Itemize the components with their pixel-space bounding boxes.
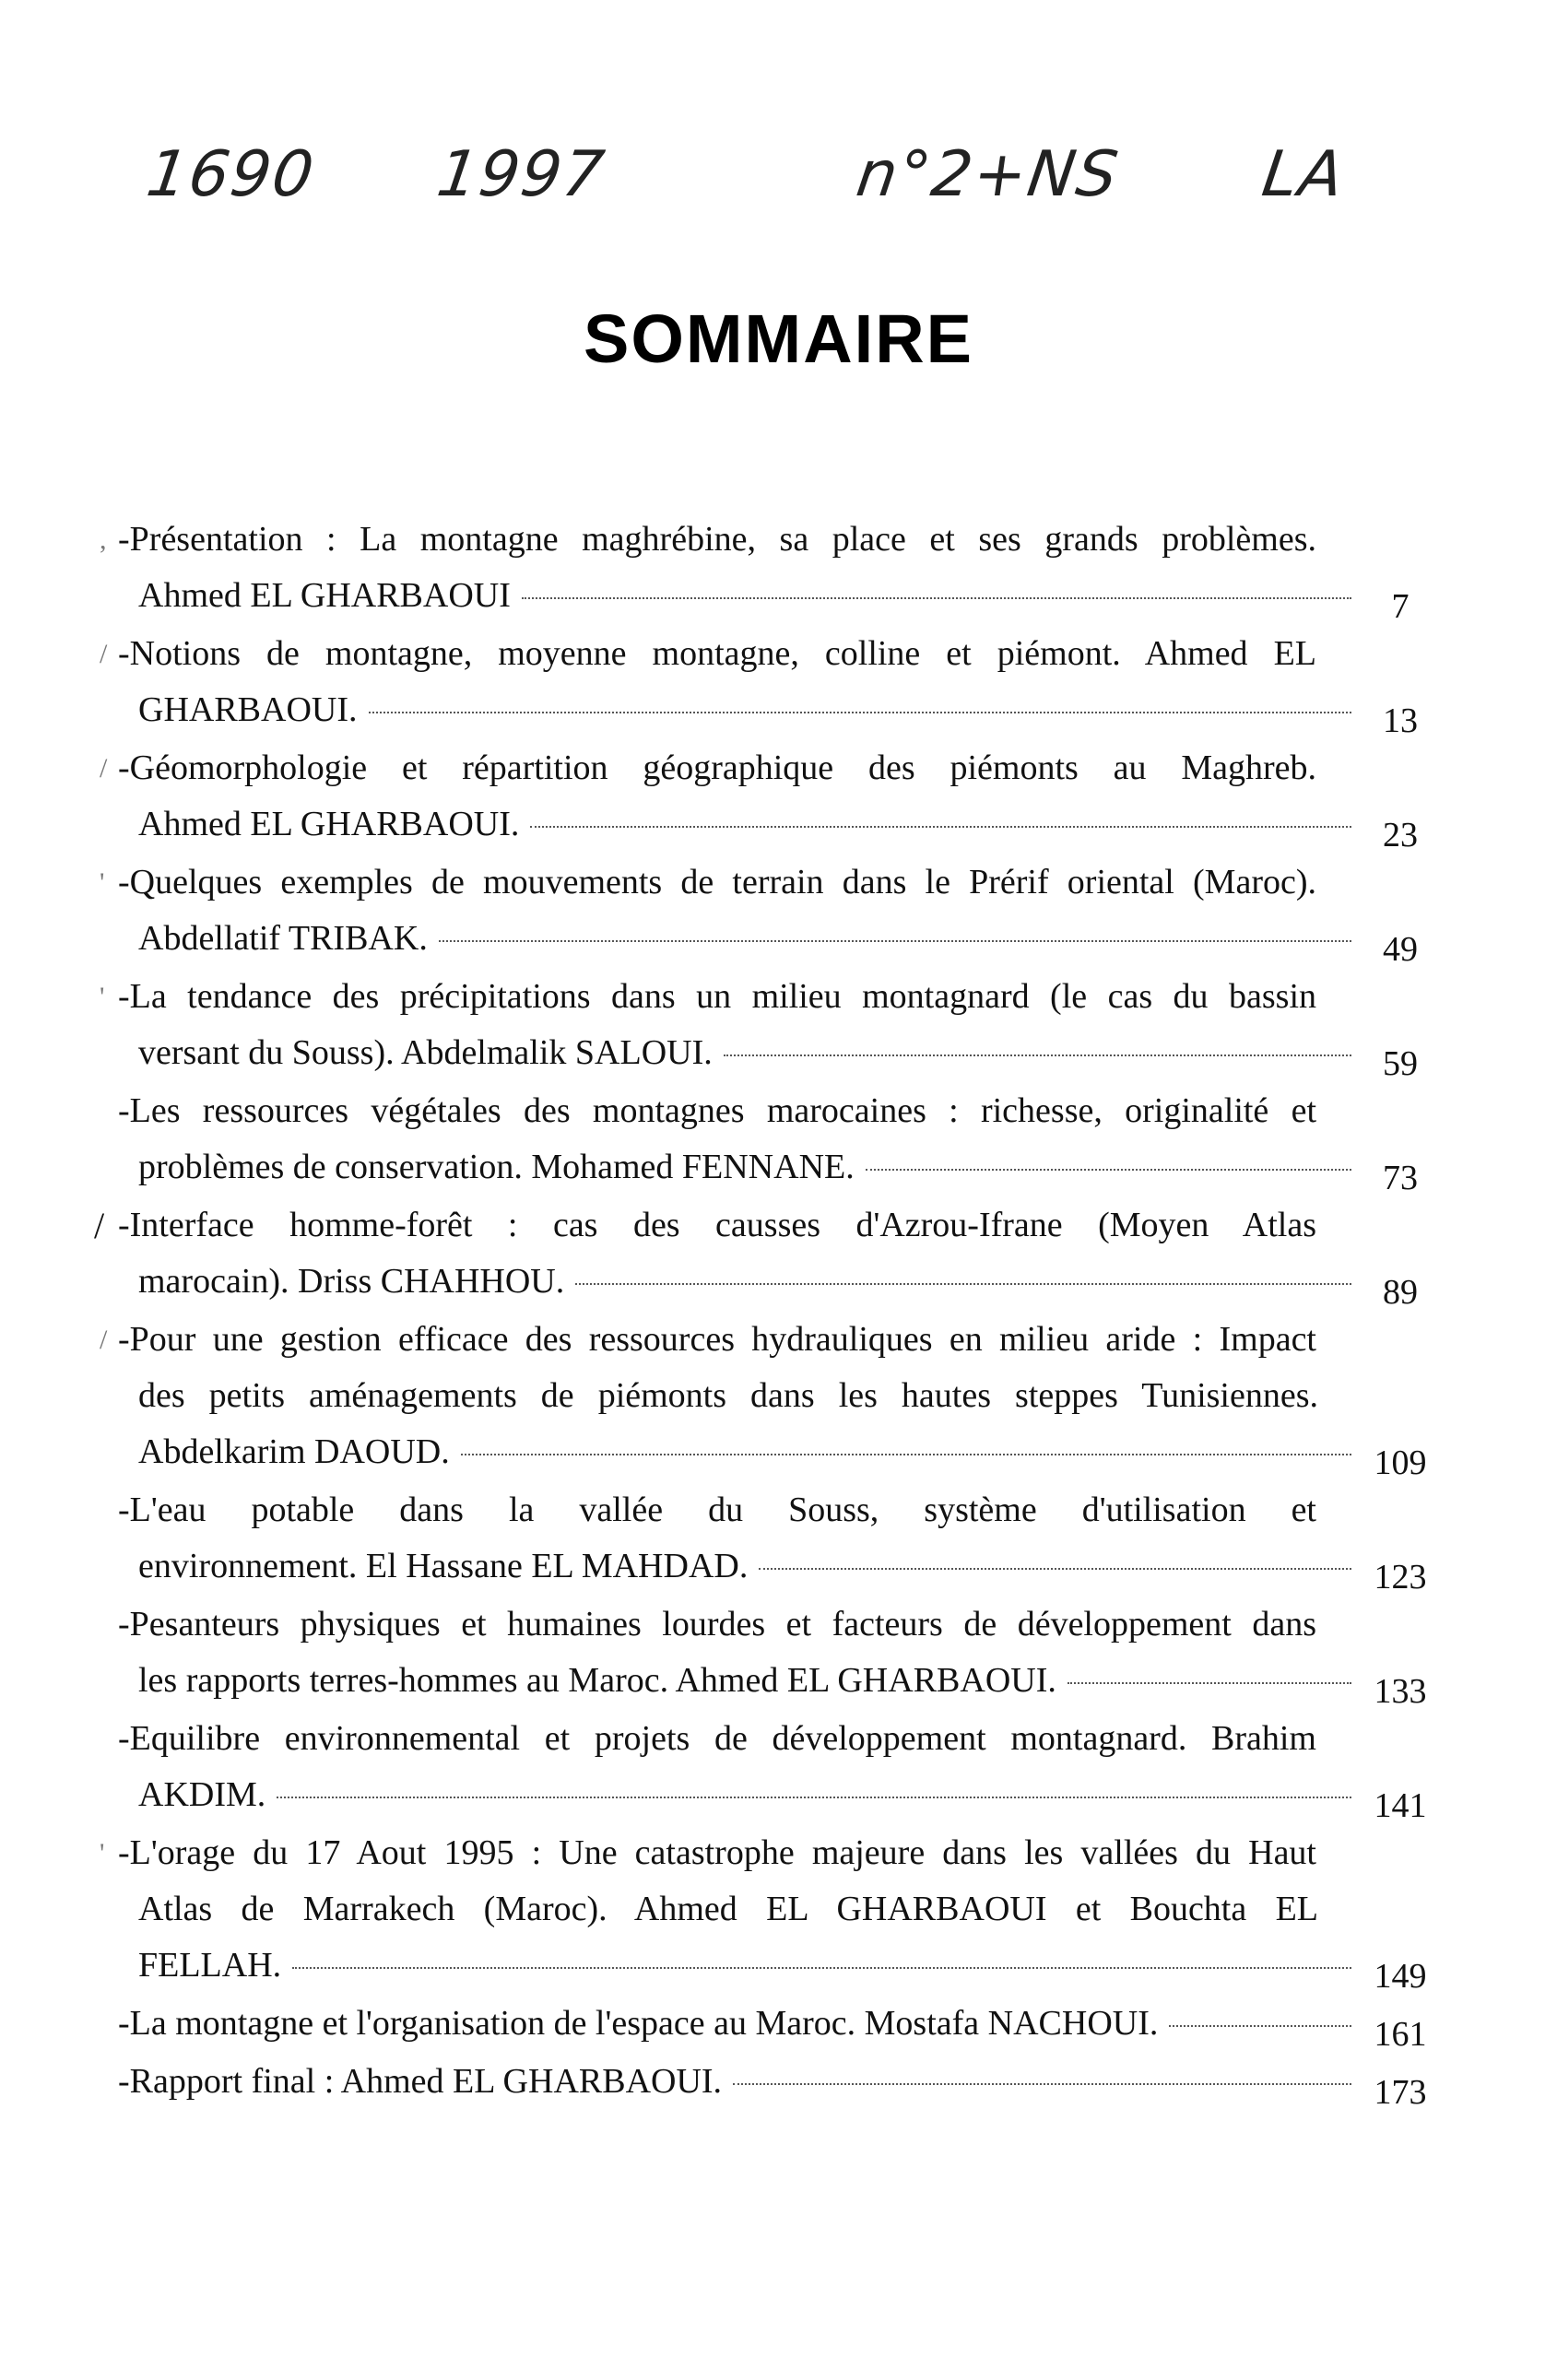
annotation-issue: n°2+NS — [852, 138, 1124, 211]
entry-page-number: 133 — [1374, 1672, 1427, 1711]
entry-title: -Quelques exemples de mouvements de terrain dans le Prérif oriental (Maroc). — [118, 863, 1316, 901]
dot-leader — [1067, 1682, 1351, 1684]
entry-author: Abdellatif TRIBAK. — [138, 919, 428, 958]
entry-title: -Interface homme-forêt : cas des causses d'Azrou-Ifrane (Moyen Atlas — [118, 1206, 1316, 1244]
pencil-mark: / — [94, 1205, 105, 1246]
entry-title: -Pour une gestion efficace des ressources hydrauliques en milieu aride : Impact — [118, 1320, 1316, 1359]
toc-entry — [118, 1596, 1436, 1709]
toc-entry — [100, 969, 1436, 1083]
dot-leader — [530, 826, 1351, 828]
annotation-reference-number: 1690 — [142, 138, 320, 211]
pencil-mark: ' — [100, 867, 105, 898]
entry-author-line — [118, 1424, 1436, 1480]
entry-author-line — [118, 682, 1436, 738]
entry-page-number: 7 — [1391, 587, 1410, 626]
entry-title: -La tendance des précipitations dans un milieu montagnard (le cas du bassin — [118, 977, 1316, 1016]
dot-leader — [522, 597, 1351, 599]
entry-author: marocain). Driss CHAHHOU. — [138, 1262, 565, 1301]
toc-entry — [100, 854, 1436, 969]
annotation-year: 1997 — [432, 138, 610, 211]
toc-entry — [94, 1197, 1436, 1312]
entry-title-line — [118, 1996, 1436, 2052]
entry-page-number: 89 — [1383, 1273, 1418, 1312]
handwritten-annotations — [0, 138, 1557, 240]
entry-author: les rapports terres-hommes au Maroc. Ahmed EL GHARBAOUI. — [138, 1661, 1056, 1700]
pencil-mark: ' — [100, 982, 105, 1012]
table-of-contents — [94, 512, 1436, 2112]
dot-leader — [277, 1797, 1351, 1798]
dot-leader — [575, 1283, 1351, 1285]
entry-page-number: 49 — [1383, 930, 1418, 969]
toc-entry — [100, 626, 1436, 740]
dot-leader — [1169, 2025, 1351, 2027]
dot-leader — [724, 1055, 1351, 1056]
entry-author: problèmes de conservation. Mohamed FENNANE. — [138, 1148, 855, 1186]
entry-title-continued: Atlas de Marrakech (Maroc). Ahmed EL GHARBAOUI et Bouchta EL — [138, 1890, 1318, 1928]
entry-author-line — [118, 1653, 1436, 1709]
entry-title: -Rapport final : Ahmed EL GHARBAOUI. — [118, 2062, 723, 2101]
entry-title-continued: des petits aménagements de piémonts dans les hautes steppes Tunisiennes. — [138, 1376, 1318, 1415]
entry-title: -Les ressources végétales des montagnes marocaines : richesse, originalité et — [118, 1091, 1316, 1130]
pencil-mark: / — [100, 753, 108, 784]
entry-title: -L'orage du 17 Aout 1995 : Une catastrophe majeure dans les vallées du Haut — [118, 1833, 1316, 1872]
entry-title: -Pesanteurs physiques et humaines lourdes et facteurs de développement dans — [118, 1605, 1316, 1644]
pencil-mark: ' — [100, 1838, 105, 1868]
pencil-mark: , — [100, 524, 107, 555]
entry-page-number: 123 — [1374, 1558, 1427, 1596]
pencil-mark: / — [100, 639, 108, 669]
dot-leader — [292, 1967, 1351, 1969]
toc-entry — [100, 1825, 1436, 1996]
entry-page-number: 13 — [1383, 701, 1418, 740]
entry-author-line — [118, 1025, 1436, 1081]
entry-author-line — [118, 1538, 1436, 1595]
toc-entry — [118, 1083, 1436, 1196]
page-title: SOMMAIRE — [584, 300, 973, 377]
entry-title-line — [118, 2054, 1436, 2110]
dot-leader — [866, 1169, 1351, 1171]
dot-leader — [439, 940, 1351, 942]
entry-author-line — [118, 1139, 1436, 1196]
entry-author: AKDIM. — [138, 1775, 266, 1814]
entry-page-number: 109 — [1374, 1443, 1427, 1482]
entry-title: -Géomorphologie et répartition géographique des piémonts au Maghreb. — [118, 748, 1316, 787]
toc-entry — [118, 1996, 1436, 2052]
entry-author-line — [118, 1938, 1436, 1994]
dot-leader — [369, 712, 1352, 713]
toc-entry — [100, 1312, 1436, 1482]
entry-author-line — [118, 568, 1436, 624]
entry-author: GHARBAOUI. — [138, 690, 358, 729]
entry-author: versant du Souss). Abdelmalik SALOUI. — [138, 1033, 713, 1072]
entry-title: -Présentation : La montagne maghrébine, sa place et ses grands problèmes. — [118, 520, 1316, 559]
entry-author-line — [118, 796, 1436, 853]
entry-author-line — [118, 911, 1436, 967]
entry-title: -Notions de montagne, moyenne montagne, colline et piémont. Ahmed EL — [118, 634, 1316, 673]
entry-author-line — [118, 1767, 1436, 1823]
entry-page-number: 161 — [1374, 2015, 1427, 2054]
entry-author: Ahmed EL GHARBAOUI — [138, 576, 511, 615]
entry-title: -La montagne et l'organisation de l'espace au Maroc. Mostafa NACHOUI. — [118, 2004, 1159, 2043]
entry-page-number: 73 — [1383, 1159, 1418, 1197]
toc-entry — [118, 2054, 1436, 2110]
annotation-code: LA — [1257, 138, 1350, 211]
entry-page-number: 23 — [1383, 816, 1418, 854]
entry-page-number: 149 — [1374, 1957, 1427, 1996]
dot-leader — [733, 2083, 1351, 2085]
entry-author: Abdelkarim DAOUD. — [138, 1432, 450, 1471]
toc-entry — [118, 1482, 1436, 1595]
toc-entry — [100, 740, 1436, 854]
entry-author: environnement. El Hassane EL MAHDAD. — [138, 1547, 749, 1585]
entry-page-number: 59 — [1383, 1044, 1418, 1083]
toc-entry — [118, 1711, 1436, 1823]
entry-author: Ahmed EL GHARBAOUI. — [138, 805, 520, 843]
entry-title: -L'eau potable dans la vallée du Souss, système d'utilisation et — [118, 1490, 1316, 1529]
pencil-mark: / — [100, 1325, 108, 1355]
toc-entry — [100, 512, 1436, 626]
entry-author-line — [118, 1254, 1436, 1310]
entry-author: FELLAH. — [138, 1946, 282, 1985]
entry-title: -Equilibre environnemental et projets de développement montagnard. Brahim — [118, 1719, 1316, 1758]
dot-leader — [759, 1568, 1351, 1570]
entry-page-number: 173 — [1374, 2073, 1427, 2112]
dot-leader — [461, 1454, 1351, 1455]
entry-page-number: 141 — [1374, 1786, 1427, 1825]
